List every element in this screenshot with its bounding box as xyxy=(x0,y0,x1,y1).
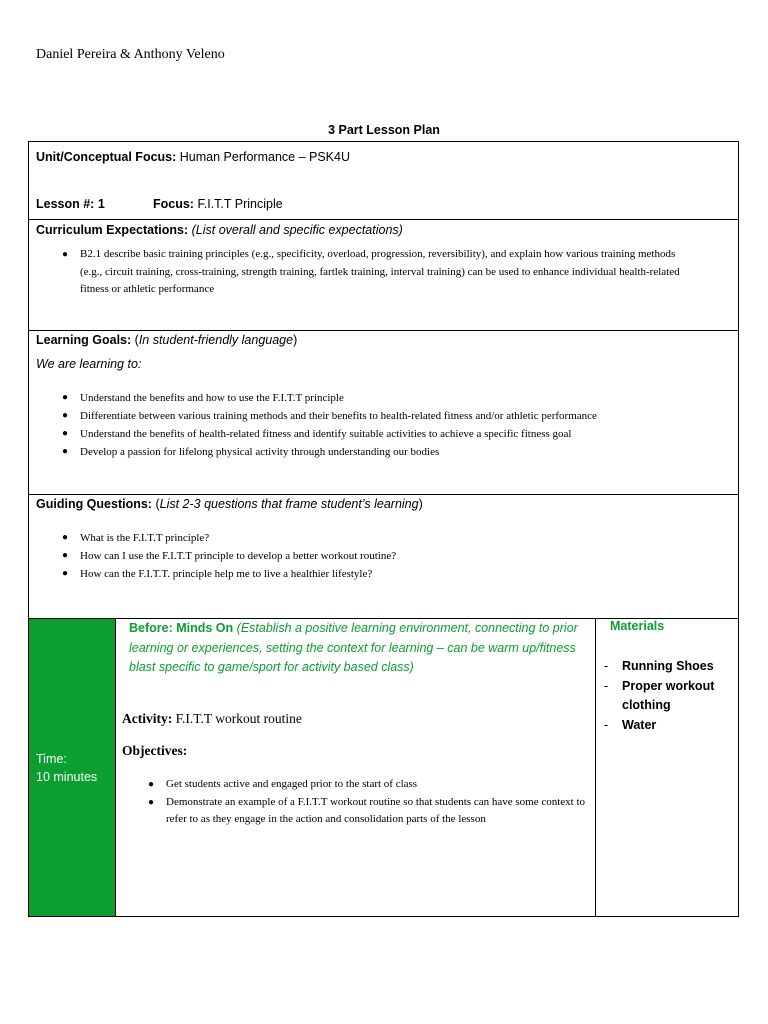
focus-label: Focus: xyxy=(153,197,194,211)
materials-cell xyxy=(596,619,738,916)
curriculum-note: (List overall and specific expectations) xyxy=(191,223,403,237)
learning-goals-intro: We are learning to: xyxy=(36,357,142,371)
activity-value: F.I.T.T workout routine xyxy=(175,711,302,726)
list-item: ● Get students active and engaged prior to the start of class xyxy=(122,776,592,794)
bullet-icon: ● xyxy=(148,796,155,808)
focus-value: F.I.T.T Principle xyxy=(197,197,283,211)
bullet-icon: ● xyxy=(62,532,69,543)
guiding-questions-heading: Guiding Questions: (List 2-3 questions that frame student’s learning) xyxy=(36,497,423,511)
unit-row xyxy=(29,142,738,220)
list-item: ● Differentiate between various training methods and their benefits to health-related fitness and/or athletic performance xyxy=(36,407,716,425)
list-item: ● How can the F.I.T.T. principle help me to live a healthier lifestyle? xyxy=(36,565,716,583)
guiding-questions-list xyxy=(36,529,716,583)
guiding-questions-row xyxy=(29,495,738,619)
minds-on-cell xyxy=(116,619,596,916)
bullet-icon: ● xyxy=(62,392,69,403)
focus-line xyxy=(153,197,283,211)
bullet-icon: ● xyxy=(62,410,69,421)
materials-label: Materials xyxy=(610,619,665,633)
learning-goals-note: In student-friendly language xyxy=(138,333,294,347)
bullet-icon: ● xyxy=(148,779,155,790)
bullet-icon: ● xyxy=(62,550,69,561)
lesson-plan-table xyxy=(28,141,739,917)
authors: Daniel Pereira & Anthony Veleno xyxy=(36,47,225,62)
dash-bullet: - xyxy=(604,678,609,693)
learning-goals-label: Learning Goals: xyxy=(36,333,132,347)
list-item: ● Understand the benefits and how to use the F.I.T.T principle xyxy=(36,389,716,407)
bullet-icon: ● xyxy=(62,446,69,457)
time-cell xyxy=(29,619,116,916)
time-label: Time: xyxy=(36,752,67,766)
list-item: ● B2.1 describe basic training principles (e.g., specificity, overload, progression, reversibility), and explain how various training methods (e.g., circuit training, cross-training, strength training, fartlek training, interval training) can be used to enhance individual health-related fitness or athletic performance xyxy=(62,248,680,295)
guiding-questions-label: Guiding Questions: xyxy=(36,497,152,511)
lesson-number: Lesson #: 1 xyxy=(36,197,105,211)
bullet-icon: ● xyxy=(62,428,69,439)
curriculum-row xyxy=(29,220,738,331)
unit-line xyxy=(36,150,350,164)
list-item: ● Demonstrate an example of a F.I.T.T workout routine so that students can have some context to refer to as they engage in the action and consolidation parts of the lesson xyxy=(148,795,586,825)
list-item: ● How can I use the F.I.T.T principle to develop a better workout routine? xyxy=(36,547,716,565)
minds-on-row xyxy=(29,619,738,916)
curriculum-list xyxy=(36,246,686,299)
list-item: - Proper workout clothing xyxy=(604,678,715,712)
before-minds-on-note: (Establish a positive learning environment, connecting to prior learning or experiences, setting the context for learning – can be warm up/fitness blast specific to game/sport for activity based class) xyxy=(129,621,578,674)
before-minds-on-label: Before: Minds On xyxy=(129,621,234,635)
materials-list xyxy=(602,657,732,735)
curriculum-heading xyxy=(36,223,403,237)
guiding-questions-note: List 2-3 questions that frame student’s learning xyxy=(159,497,419,511)
unit-value: Human Performance – PSK4U xyxy=(179,150,350,164)
bullet-icon: ● xyxy=(62,568,69,579)
objectives-list xyxy=(122,776,592,829)
lesson-line xyxy=(36,197,105,211)
list-item: - Running Shoes xyxy=(602,657,732,677)
list-item: ● Develop a passion for lifelong physical activity through understanding our bodies xyxy=(36,443,716,461)
list-item: - Water xyxy=(602,716,732,736)
learning-goals-list xyxy=(36,389,716,461)
before-minds-on-block xyxy=(129,619,584,678)
curriculum-label: Curriculum Expectations: xyxy=(36,223,189,237)
dash-bullet: - xyxy=(604,717,609,732)
dash-bullet: - xyxy=(604,659,609,673)
time-block xyxy=(36,750,97,786)
document-title: 3 Part Lesson Plan xyxy=(328,123,440,137)
list-item: ● Understand the benefits of health-related fitness and identify suitable activities to achieve a specific fitness goal xyxy=(36,425,716,443)
objectives-label: Objectives: xyxy=(122,743,188,758)
unit-label: Unit/Conceptual Focus: xyxy=(36,150,177,164)
time-value: 10 minutes xyxy=(36,770,98,784)
list-item: ● What is the F.I.T.T principle? xyxy=(36,529,716,547)
activity-label: Activity: xyxy=(122,711,173,726)
learning-goals-row xyxy=(29,331,738,495)
learning-goals-heading: Learning Goals: (In student-friendly language) xyxy=(36,333,298,347)
activity-line xyxy=(122,711,302,727)
bullet-icon: ● xyxy=(62,249,69,260)
